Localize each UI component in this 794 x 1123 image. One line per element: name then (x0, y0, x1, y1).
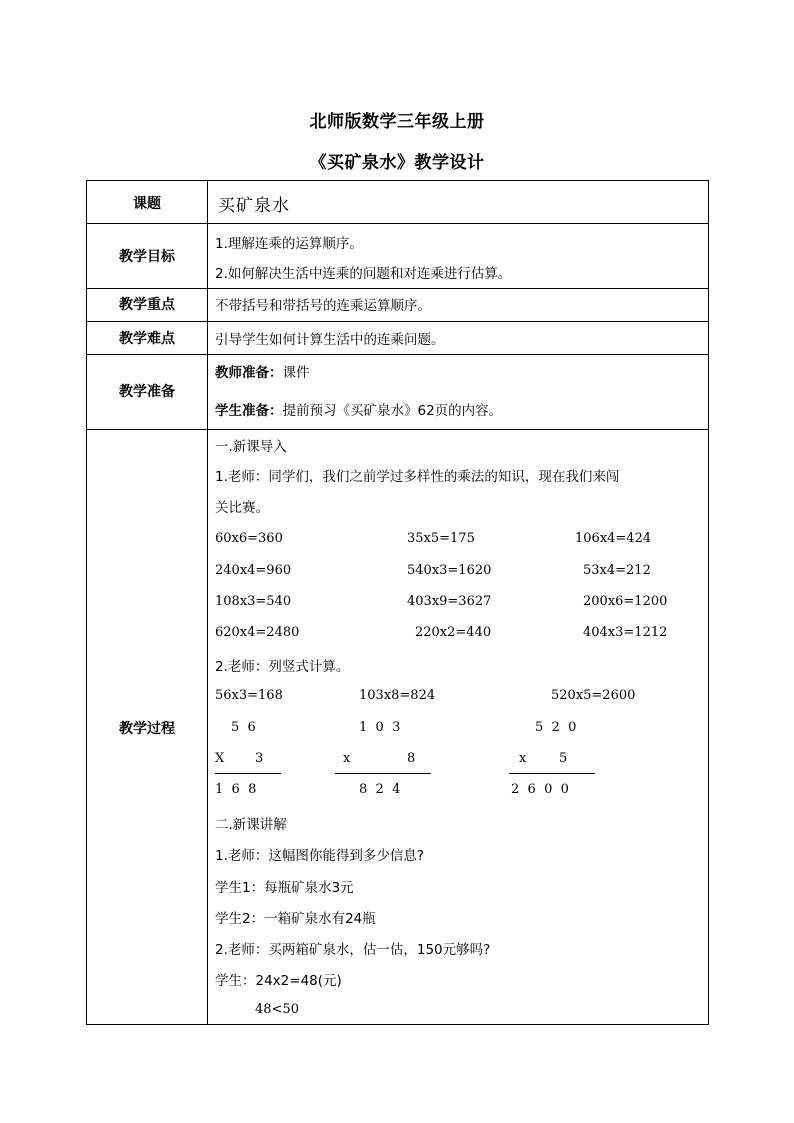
vertical-underline (335, 773, 431, 774)
equation: 108x3=540 (215, 594, 292, 609)
label-topic: 课题 (133, 196, 161, 212)
goal-item: 2.如何解决生活中连乘的问题和对连乘进行估算。 (215, 266, 512, 282)
topic-value: 买矿泉水 (218, 196, 290, 216)
vertical-result: 8 2 4 (359, 782, 401, 797)
vertical-top: 5 6 (231, 720, 256, 735)
row-divider (87, 321, 708, 322)
document-subtitle: 《买矿泉水》教学设计 (309, 153, 485, 173)
vertical-sign: x (519, 751, 527, 766)
teacher-prep-label: 教师准备： (215, 365, 283, 381)
vertical-underline (509, 773, 595, 774)
lesson-plan-table (86, 180, 709, 1025)
difficulty-value: 引导学生如何计算生活中的连乘问题。 (215, 332, 445, 348)
vertical-multiplier: 3 (255, 751, 264, 766)
process-text: 学生2：一箱矿泉水有24瓶 (215, 911, 376, 927)
process-text: 关比赛。 (215, 500, 269, 516)
equation: 53x4=212 (583, 563, 651, 578)
process-text: 48<50 (255, 1002, 299, 1017)
process-text: 1.老师：同学们，我们之前学过多样性的乘法的知识，现在我们来闯 (215, 469, 620, 485)
equation: 540x3=1620 (407, 563, 492, 578)
section-heading: 一.新课导入 (215, 439, 287, 455)
equation: 240x4=960 (215, 563, 292, 578)
student-prep (215, 399, 502, 419)
process-text: 学生1：每瓶矿泉水3元 (215, 880, 354, 896)
vertical-underline (215, 773, 281, 774)
goal-item: 1.理解连乘的运算顺序。 (215, 236, 363, 252)
vertical-header: 56x3=168 (215, 688, 283, 703)
process-text: 2.老师：买两箱矿泉水，估一估，150元够吗? (215, 942, 491, 958)
row-divider (87, 354, 708, 355)
equation: 60x6=360 (215, 531, 283, 546)
equation: 200x6=1200 (583, 594, 668, 609)
student-prep-label: 学生准备： (215, 403, 283, 419)
vertical-sign: X (215, 751, 225, 766)
row-divider (87, 429, 708, 430)
row-divider (87, 223, 708, 224)
vertical-header: 103x8=824 (359, 688, 436, 703)
teacher-prep (215, 361, 310, 381)
equation: 404x3=1212 (583, 625, 668, 640)
vertical-result: 2 6 0 0 (511, 782, 569, 797)
equation: 35x5=175 (407, 531, 475, 546)
equation: 403x9=3627 (407, 594, 492, 609)
column-divider (207, 181, 208, 1024)
equation: 106x4=424 (575, 531, 652, 546)
equation: 620x4=2480 (215, 625, 300, 640)
process-text: 1.老师：这幅图你能得到多少信息? (215, 848, 425, 864)
process-text: 2.老师：列竖式计算。 (215, 659, 350, 675)
teacher-prep-value: 课件 (282, 365, 310, 381)
label-process: 教学过程 (119, 721, 175, 737)
equation: 220x2=440 (415, 625, 492, 640)
vertical-top: 5 2 0 (535, 720, 577, 735)
vertical-sign: x (343, 751, 351, 766)
row-divider (87, 288, 708, 289)
document-title: 北师版数学三年级上册 (309, 112, 485, 132)
section-heading: 二.新课讲解 (215, 817, 287, 833)
label-prep: 教学准备 (119, 384, 175, 400)
student-prep-value: 提前预习《买矿泉水》62页的内容。 (282, 403, 503, 419)
label-focus: 教学重点 (119, 297, 175, 313)
vertical-result: 1 6 8 (215, 782, 257, 797)
label-difficulty: 教学难点 (119, 331, 175, 347)
vertical-header: 520x5=2600 (551, 688, 636, 703)
vertical-multiplier: 5 (559, 751, 568, 766)
vertical-multiplier: 8 (407, 751, 416, 766)
label-goals: 教学目标 (119, 249, 175, 265)
focus-value: 不带括号和带括号的连乘运算顺序。 (215, 298, 431, 314)
process-text: 学生：24x2=48(元) (215, 973, 342, 989)
vertical-top: 1 0 3 (359, 720, 401, 735)
